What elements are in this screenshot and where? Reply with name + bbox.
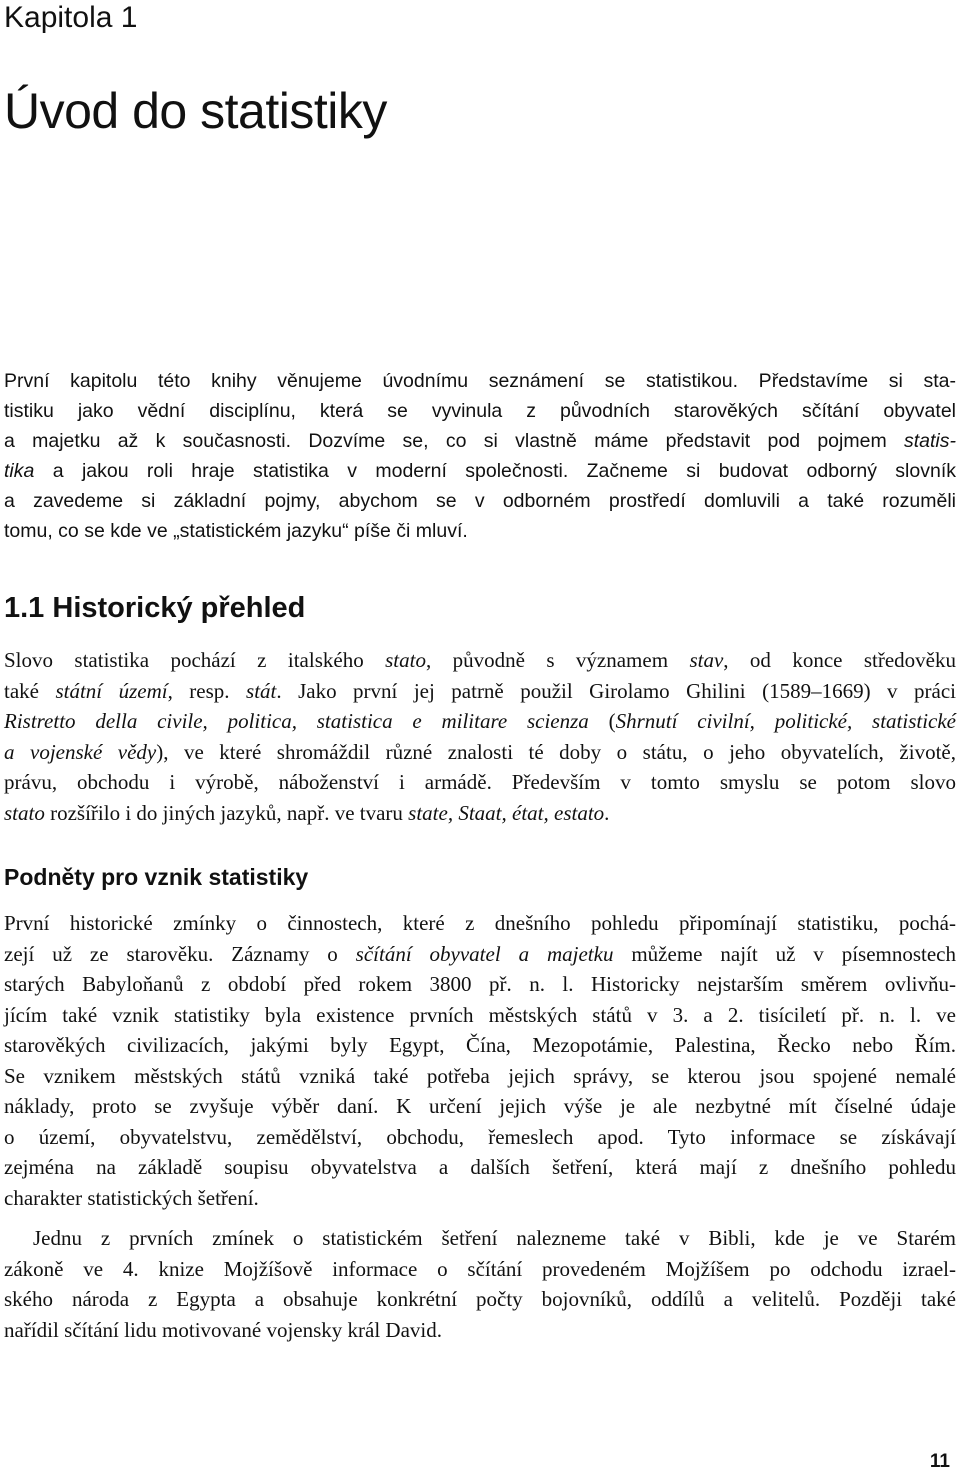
text-line: Se vznikem městských států vzniká také potřeba jejich správy, se kterou jsou spojené nemalé <box>4 1063 956 1088</box>
italic-term: statis- <box>903 430 956 452</box>
text-line: starověkých civilizacích, jakými byly Egypt, Čína, Mezopotámie, Palestina, Řecko nebo Řím. <box>4 1033 956 1057</box>
chapter-label: Kapitola 1 <box>4 1 138 34</box>
italic-term: Ristretto della civile, politica, statistica e militare scienza <box>4 709 589 733</box>
history-paragraph <box>4 645 956 828</box>
text-line: Jednu z prvních zmínek o statistickém šetření nalezneme také v Bibli, kde je ve Starém <box>33 1226 956 1250</box>
italic-term: stato <box>385 648 426 672</box>
text-line: charakter statistických šetření. <box>4 1185 259 1210</box>
text-fragment: můžeme najít už v písemnostech <box>613 941 957 966</box>
page-number: 11 <box>929 1451 950 1472</box>
text-line <box>4 645 956 676</box>
text-line: zejména na základě soupisu obyvatelstva a dalších šetření, která mají z dnešního pohledu <box>4 1155 956 1179</box>
origins-paragraph <box>4 908 956 1213</box>
italic-term: stav <box>689 648 724 672</box>
italic-term: state, Staat, état, estato <box>408 800 605 825</box>
text-fragment: rozšířilo i do jiných jazyků, např. ve tvaru <box>44 800 409 825</box>
text-line: o území, obyvatelstvu, zemědělství, obchodu, řemeslech apod. Tyto informace se získávají <box>4 1124 956 1149</box>
italic-term: Shrnutí civilní, politické, statistické <box>615 709 957 733</box>
text-line <box>4 737 956 768</box>
text-line <box>4 798 956 829</box>
intro-paragraph <box>4 366 956 546</box>
italic-term: sčítání obyvatel a majetku <box>355 941 614 966</box>
text-fragment: . Jako první jej patrně použil Girolamo Ghilini (1589–1669) v práci <box>276 678 956 703</box>
text-line <box>4 939 956 970</box>
italic-term: tika <box>4 460 35 482</box>
text-fragment: Slovo statistika pochází z italského <box>4 648 386 672</box>
text-fragment: ( <box>588 709 616 733</box>
italic-term: stato <box>4 800 45 825</box>
text-line: ského národa z Egypta a obsahuje konkrétní počty bojovníků, oddílů a velitelů. Později také <box>4 1287 956 1311</box>
italic-term: státní území <box>55 678 168 703</box>
text-line <box>4 706 956 737</box>
text-line: První historické zmínky o činnostech, které z dnešního pohledu připomínají statistiku, pochá- <box>4 911 956 935</box>
text-fragment: a majetku až k současnosti. Dozvíme se, co si vlastně máme představit pod pojmem <box>4 430 904 452</box>
text-line: nařídil sčítání lidu motivované vojensky král David. <box>4 1317 442 1342</box>
text-fragment: také <box>4 678 56 703</box>
text-line: právu, obchodu i výrobě, náboženství i armádě. Především v tomto smyslu se potom slovo <box>4 770 956 794</box>
bible-paragraph <box>4 1223 956 1345</box>
italic-term: a vojenské vědy <box>4 739 157 764</box>
text-line <box>4 426 956 456</box>
text-fragment: a jakou roli hraje statistika v moderní společnosti. Začneme si budovat odborný slovník <box>34 460 956 482</box>
text-line: První kapitolu této knihy věnujeme úvodnímu seznámení se statistikou. Představíme si sta- <box>4 370 956 392</box>
text-line: jícím také vznik statistiky byla existence prvních městských států v 3. a 2. tisíciletí př. n. l. ve <box>4 1002 956 1027</box>
subsection-heading: Podněty pro vznik statistiky <box>4 864 309 890</box>
text-line: tomu, co se kde ve „statistickém jazyku“ píše či mluví. <box>4 520 468 542</box>
text-line: zákoně ve 4. knize Mojžíšově informace o sčítání provedeném Mojžíšem po odchodu izrael- <box>4 1256 956 1281</box>
text-fragment: , původně s významem <box>425 648 690 672</box>
italic-term: stát <box>246 678 277 703</box>
text-line: náklady, proto se zvyšuje výběr daní. K určení jejich výše je ale nezbytné mít číselné údaje <box>4 1094 956 1118</box>
section-heading: 1.1 Historický přehled <box>4 592 306 624</box>
text-fragment: . <box>604 800 610 825</box>
text-line: a zavedeme si základní pojmy, abychom se v odborném prostředí domluvili a také rozuměli <box>4 490 956 512</box>
chapter-title: Úvod do statistiky <box>4 83 387 139</box>
text-line: starých Babyloňanů z období před rokem 3800 př. n. l. Historicky nejstarším směrem ovlivňu- <box>4 972 956 996</box>
text-fragment: ), ve které shromáždil různé znalosti té doby o státu, o jeho obyvatelích, životě, <box>156 739 956 764</box>
text-line <box>4 456 956 486</box>
text-fragment: , resp. <box>167 678 247 703</box>
text-line <box>4 676 956 707</box>
text-line: tistiku jako vědní disciplínu, která se vyvinula z původních starověkých sčítání obyvatel <box>4 400 956 422</box>
text-fragment: zejí už ze starověku. Záznamy o <box>4 941 356 966</box>
text-fragment: , od konce středověku <box>723 648 956 672</box>
